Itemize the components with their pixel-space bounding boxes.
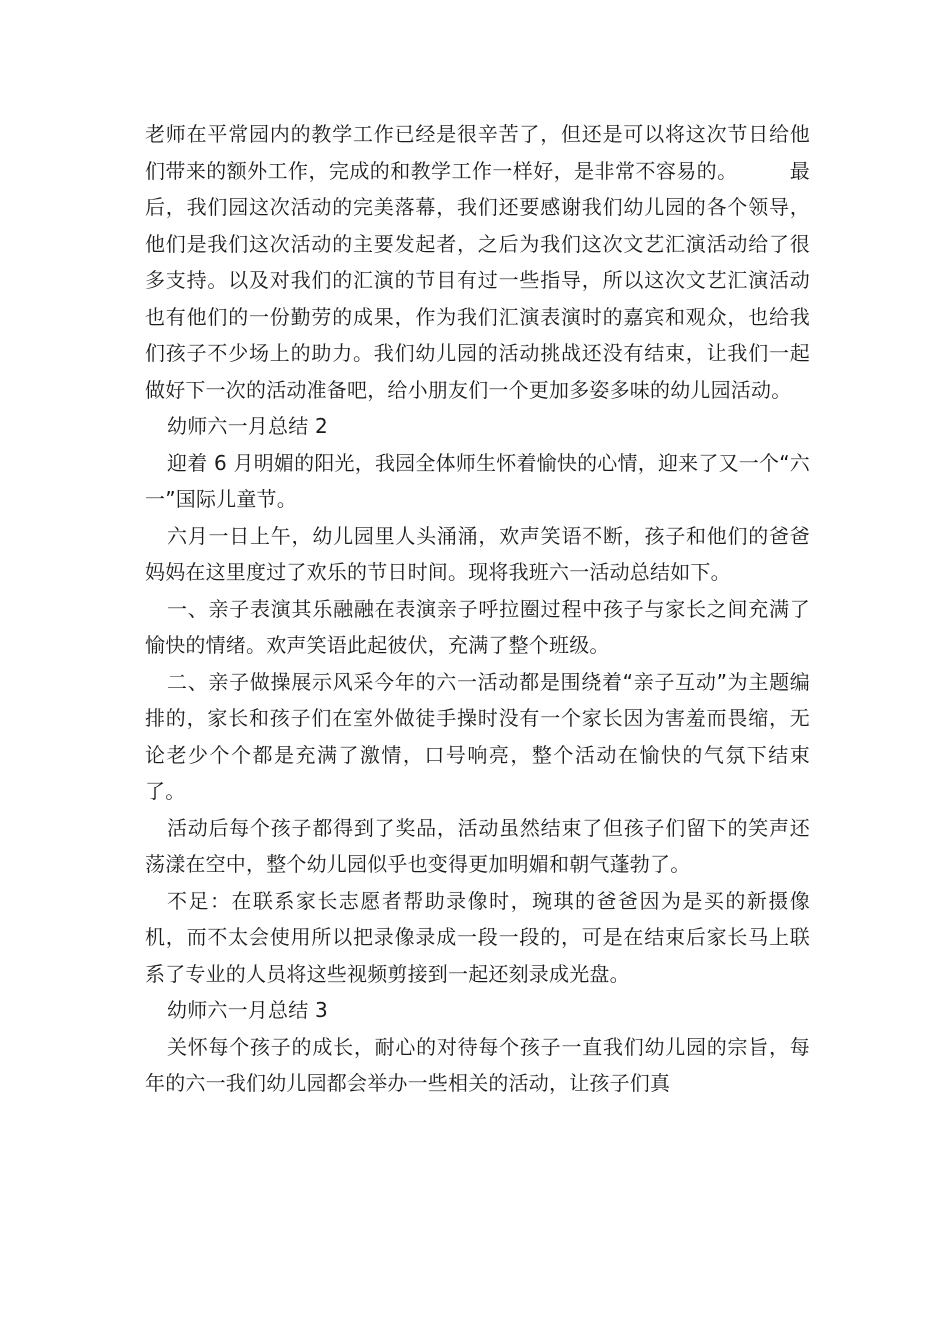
paragraph-6: 活动后每个孩子都得到了奖品，活动虽然结束了但孩子们留下的笑声还荡漾在空中，整个幼儿园似乎也变得更加明媚和朝气蓬勃了。 bbox=[145, 815, 810, 876]
paragraph-4: 一、亲子表演其乐融融在表演亲子呼拉圈过程中孩子与家长之间充满了愉快的情绪。欢声笑语此起彼伏，充满了整个班级。 bbox=[145, 596, 810, 657]
paragraph-3: 六月一日上午，幼儿园里人头涌涌，欢声笑语不断，孩子和他们的爸爸妈妈在这里度过了欢乐的节日时间。现将我班六一活动总结如下。 bbox=[145, 523, 810, 584]
paragraph-5: 二、亲子做操展示风采今年的六一活动都是围绕着“亲子互动”为主题编排的，家长和孩子们在室外做徒手操时没有一个家长因为害羞而畏缩，无论老少个个都是充满了激情，口号响亮，整个活动在愉快的气氛下结束了。 bbox=[145, 669, 810, 803]
paragraph-1-part-b: 最后，我们园这次活动的完美落幕，我们还要感谢我们幼儿园的各个领导，他们是我们这次活动的主要发起者，之后为我们这次文艺汇演活动给了很多支持。以及对我们的汇演的节目有过一些指导，所以这次文艺汇演活动也有他们的一份勤劳的成果，作为我们汇演表演时的嘉宾和观众，也给我们孩子不少场上的助力。我们幼儿园的活动挑战还没有结束，让我们一起做好下一次的活动准备吧，给小朋友们一个更加多姿多味的幼儿园活动。 bbox=[145, 158, 810, 402]
paragraph-1-part-a: 老师在平常园内的教学工作已经是很辛苦了，但还是可以将这次节日给他们带来的额外工作，完成的和教学工作一样好，是非常不容易的。 bbox=[145, 122, 810, 183]
paragraph-1 bbox=[145, 116, 810, 408]
paragraph-2: 迎着 6 月明媚的阳光，我园全体师生怀着愉快的心情，迎来了又一个“六一”国际儿童节。 bbox=[145, 450, 810, 511]
paragraph-7: 不足：在联系家长志愿者帮助录像时，琬琪的爸爸因为是买的新摄像机，而不太会使用所以把录像录成一段一段的，可是在结束后家长马上联系了专业的人员将这些视频剪接到一起还刻录成光盘。 bbox=[145, 888, 810, 986]
paragraph-8: 关怀每个孩子的成长，耐心的对待每个孩子一直我们幼儿园的宗旨，每年的六一我们幼儿园都会举办一些相关的活动，让孩子们真 bbox=[145, 1034, 810, 1095]
section-heading-3: 幼师六一月总结 3 bbox=[167, 998, 328, 1022]
document-body bbox=[145, 116, 810, 1102]
section-heading-2: 幼师六一月总结 2 bbox=[167, 414, 328, 438]
